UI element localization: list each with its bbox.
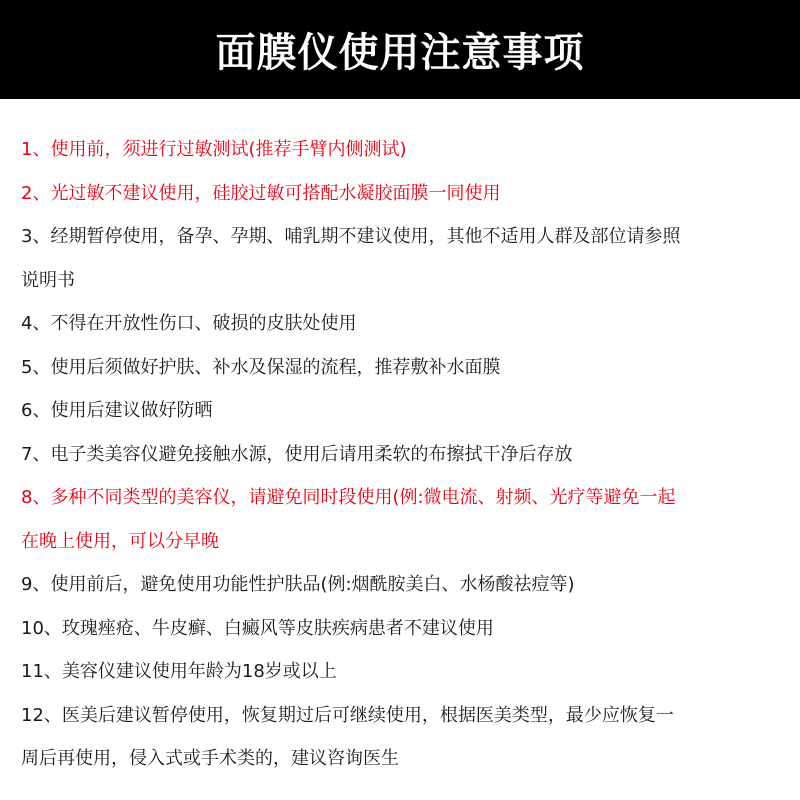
list-item: 7、电子类美容仪避免接触水源，使用后请用柔软的布擦拭干净后存放 (21, 443, 573, 465)
list-item: 周后再使用，侵入式或手术类的，建议咨询医生 (21, 748, 399, 769)
page-title: 面膜仪使用注意事项 (215, 30, 585, 76)
list-item: 1、使用前，须进行过敏测试(推荐手臂内侧测试) (21, 139, 407, 160)
list-item: 说明书 (21, 269, 75, 291)
list-item: 3、经期暂停使用，备孕、孕期、哺乳期不建议使用，其他不适用人群及部位请参照 (21, 226, 681, 247)
list-item: 11、美容仪建议使用年龄为18岁或以上 (21, 661, 337, 682)
title-banner (0, 0, 800, 99)
list-item: 在晚上使用，可以分早晚 (21, 530, 219, 552)
list-item: 9、使用前后，避免使用功能性护肤品(例:烟酰胺美白、水杨酸祛痘等) (21, 574, 575, 595)
precautions-list (21, 128, 781, 781)
list-item: 5、使用后须做好护肤、补水及保湿的流程，推荐敷补水面膜 (21, 356, 501, 378)
list-item: 6、使用后建议做好防晒 (21, 400, 213, 421)
list-item: 2、光过敏不建议使用，硅胶过敏可搭配水凝胶面膜一同使用 (21, 182, 501, 204)
list-item: 10、玫瑰痤疮、牛皮癣、白癜风等皮肤疾病患者不建议使用 (21, 617, 494, 639)
list-item: 12、医美后建议暂停使用，恢复期过后可继续使用，根据医美类型，最少应恢复一 (21, 704, 674, 726)
list-item: 4、不得在开放性伤口、破损的皮肤处使用 (21, 313, 357, 334)
list-item: 8、多种不同类型的美容仪，请避免同时段使用(例:微电流、射频、光疗等避免一起 (21, 487, 676, 508)
